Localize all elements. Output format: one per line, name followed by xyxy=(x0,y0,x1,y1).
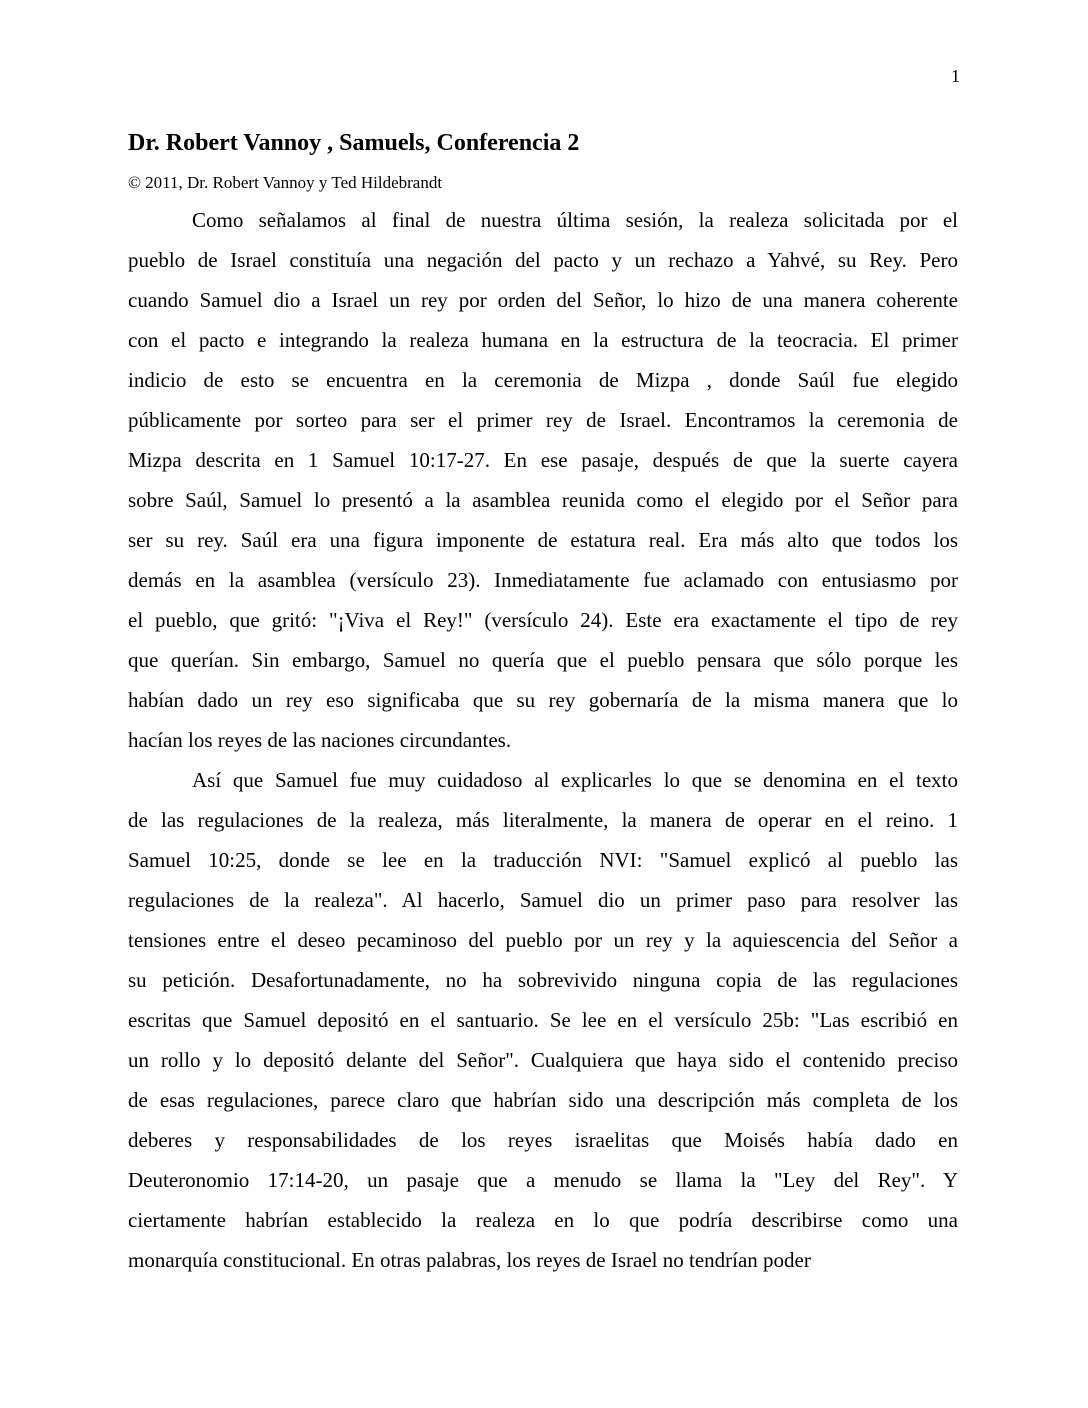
paragraph-line: escritas que Samuel depositó en el santuario. Se lee en el versículo 25b: "Las escribió en xyxy=(128,1008,958,1032)
paragraph-line: Así que Samuel fue muy cuidadoso al explicarles lo que se denomina en el texto xyxy=(192,768,958,792)
paragraph-line: tensiones entre el deseo pecaminoso del pueblo por un rey y la aquiescencia del Señor a xyxy=(128,928,958,952)
paragraph-line: monarquía constitucional. En otras palabras, los reyes de Israel no tendrían poder xyxy=(128,1248,811,1272)
paragraph-line: de las regulaciones de la realeza, más literalmente, la manera de operar en el reino. 1 xyxy=(128,808,958,832)
paragraph-line: su petición. Desafortunadamente, no ha sobrevivido ninguna copia de las regulaciones xyxy=(128,968,958,992)
paragraph-line: deberes y responsabilidades de los reyes israelitas que Moisés había dado en xyxy=(128,1128,958,1152)
paragraph-line: con el pacto e integrando la realeza humana en la estructura de la teocracia. El primer xyxy=(128,328,958,352)
copyright-notice: © 2011, Dr. Robert Vannoy y Ted Hildebrandt xyxy=(128,173,443,192)
body-text xyxy=(128,200,958,1280)
paragraph-line: sobre Saúl, Samuel lo presentó a la asamblea reunida como el elegido por el Señor para xyxy=(128,488,958,512)
paragraph-line: públicamente por sorteo para ser el primer rey de Israel. Encontramos la ceremonia de xyxy=(128,408,958,432)
paragraph-line: pueblo de Israel constituía una negación del pacto y un rechazo a Yahvé, su Rey. Pero xyxy=(128,248,958,272)
paragraph-line: que querían. Sin embargo, Samuel no quería que el pueblo pensara que sólo porque les xyxy=(128,648,958,672)
paragraph-line: hacían los reyes de las naciones circundantes. xyxy=(128,728,512,752)
paragraph-2 xyxy=(128,760,958,1280)
paragraph-line: Como señalamos al final de nuestra última sesión, la realeza solicitada por el xyxy=(192,208,958,232)
paragraph-line: el pueblo, que gritó: "¡Viva el Rey!" (versículo 24). Este era exactamente el tipo de rey xyxy=(128,608,958,632)
page-number: 1 xyxy=(951,66,960,86)
paragraph-line: indicio de esto se encuentra en la ceremonia de Mizpa , donde Saúl fue elegido xyxy=(128,368,958,392)
paragraph-line: de esas regulaciones, parece claro que habrían sido una descripción más completa de los xyxy=(128,1088,958,1112)
paragraph-line: Samuel 10:25, donde se lee en la traducción NVI: "Samuel explicó al pueblo las xyxy=(128,848,958,872)
document-title: Dr. Robert Vannoy , Samuels, Conferencia 2 xyxy=(128,130,580,156)
paragraph-line: ciertamente habrían establecido la realeza en lo que podría describirse como una xyxy=(128,1208,958,1232)
paragraph-1 xyxy=(128,200,958,760)
paragraph-line: Deuteronomio 17:14-20, un pasaje que a menudo se llama la "Ley del Rey". Y xyxy=(128,1168,958,1192)
paragraph-line: un rollo y lo depositó delante del Señor". Cualquiera que haya sido el contenido preciso xyxy=(128,1048,958,1072)
paragraph-line: regulaciones de la realeza". Al hacerlo, Samuel dio un primer paso para resolver las xyxy=(128,888,958,912)
paragraph-line: Mizpa descrita en 1 Samuel 10:17-27. En ese pasaje, después de que la suerte cayera xyxy=(128,448,958,472)
paragraph-line: habían dado un rey eso significaba que su rey gobernaría de la misma manera que lo xyxy=(128,688,958,712)
paragraph-line: ser su rey. Saúl era una figura imponente de estatura real. Era más alto que todos los xyxy=(128,528,958,552)
paragraph-line: demás en la asamblea (versículo 23). Inmediatamente fue aclamado con entusiasmo por xyxy=(128,568,958,592)
paragraph-line: cuando Samuel dio a Israel un rey por orden del Señor, lo hizo de una manera coherente xyxy=(128,288,958,312)
